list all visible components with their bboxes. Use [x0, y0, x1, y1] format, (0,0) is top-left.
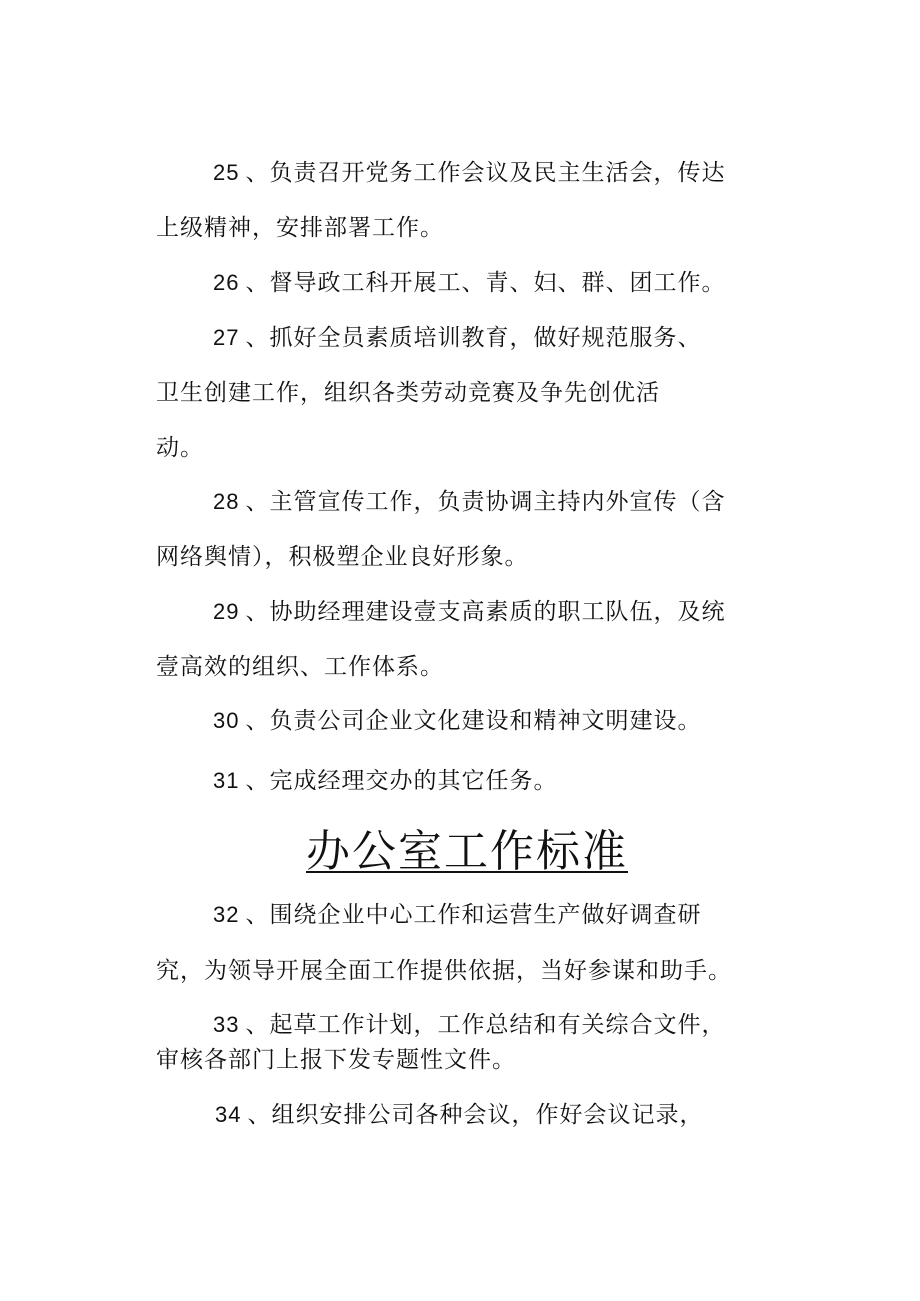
item-number: 29 — [213, 599, 240, 624]
item-text: 、协助经理建设壹支高素质的职工队伍，及统 — [245, 599, 726, 625]
item-33-line-1 — [213, 1010, 725, 1040]
item-number: 31 — [213, 768, 240, 793]
item-26-line-1 — [213, 268, 725, 298]
item-text: 、组织安排公司各种会议，作好会议记录， — [247, 1102, 704, 1128]
item-text: 、负责召开党务工作会议及民主生活会，传达 — [245, 160, 726, 186]
item-text: 、起草工作计划，工作总结和有关综合文件， — [245, 1012, 726, 1038]
item-29-line-1 — [213, 597, 725, 627]
item-33-line-2: 审核各部门上报下发专题性文件。 — [156, 1047, 516, 1073]
item-29-line-2: 壹高效的组织、工作体系。 — [156, 654, 444, 680]
item-number: 32 — [213, 902, 240, 927]
item-27-line-3: 动。 — [156, 435, 204, 461]
item-27-line-1 — [213, 323, 701, 353]
item-number: 30 — [213, 708, 240, 733]
item-28-line-2: 网络舆情），积极塑企业良好形象。 — [156, 544, 529, 570]
item-34-line-1 — [215, 1100, 703, 1130]
item-32-line-2: 究，为领导开展全面工作提供依据，当好参谋和助手。 — [156, 958, 732, 984]
item-30-line-1 — [213, 706, 701, 736]
item-text: 、负责公司企业文化建设和精神文明建设。 — [245, 708, 702, 734]
item-number: 25 — [213, 160, 240, 185]
item-27-line-2: 卫生创建工作，组织各类劳动竞赛及争先创优活 — [156, 380, 660, 406]
item-number: 33 — [213, 1012, 240, 1037]
item-text: 、主管宣传工作，负责协调主持内外宣传（含 — [245, 489, 726, 515]
item-number: 27 — [213, 325, 240, 350]
item-31-line-1 — [213, 766, 557, 796]
item-25-line-1 — [213, 158, 725, 188]
item-number: 28 — [213, 489, 240, 514]
item-text: 、围绕企业中心工作和运营生产做好调查研 — [245, 902, 702, 928]
item-number: 34 — [215, 1102, 242, 1127]
item-text: 、督导政工科开展工、青、妇、群、团工作。 — [245, 270, 726, 296]
item-text: 、抓好全员素质培训教育，做好规范服务、 — [245, 325, 702, 351]
item-text: 、完成经理交办的其它任务。 — [245, 768, 558, 794]
item-number: 26 — [213, 270, 240, 295]
item-32-line-1 — [213, 900, 701, 930]
item-28-line-1 — [213, 487, 725, 517]
item-25-line-2: 上级精神，安排部署工作。 — [156, 215, 444, 241]
section-title: 办公室工作标准 — [306, 826, 628, 877]
